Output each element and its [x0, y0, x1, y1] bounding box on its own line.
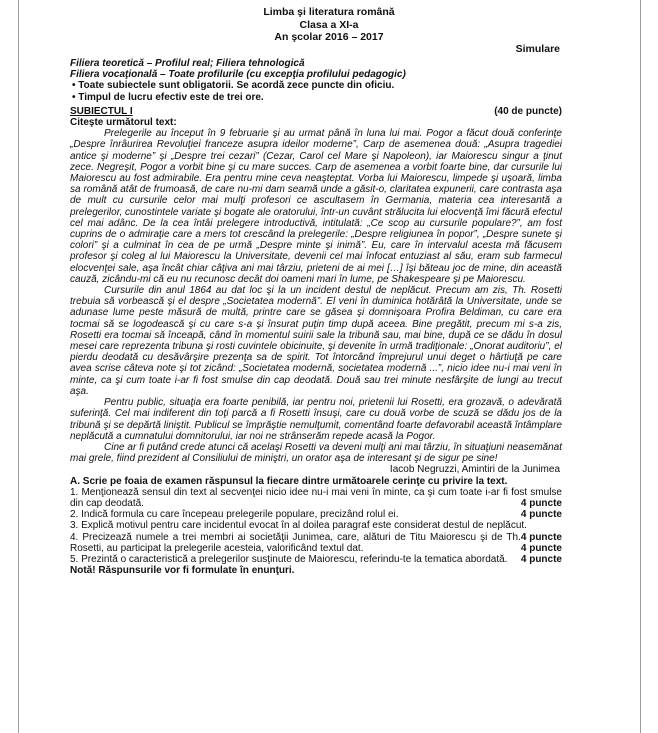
subject-title: SUBIECTUL I	[70, 105, 133, 117]
bullet-rule-2: • Timpul de lucru efectiv este de trei ore.	[72, 91, 264, 103]
question-item: 5. Prezintă o caracteristică a prelegerilor susţinute de Maiorescu, referindu-te la tematica abordată. 4 puncte	[70, 553, 562, 565]
class-label: Clasa a XI-a	[299, 18, 359, 31]
question-points: 4 puncte	[520, 531, 562, 543]
text-source: Iacob Negruzzi, Amintiri de la Junimea	[389, 464, 560, 476]
question-points: 4 puncte	[520, 497, 562, 509]
question-points: 4 puncte	[520, 553, 562, 565]
subject-title: Limba şi literatura română	[263, 6, 395, 18]
text-paragraph: Prelegerile au început în 9 februarie şi au urmat până în luna lui mai. Pogor a făcut două conferinţe „Despre înrâurirea Revoluţiei franceze asupra ideilor moderne”, Carp de asemenea două: „Asupra tragediei antice şi moderne” şi „Despre trei cezari” (Cezar, Carol cel Mare şi Napoleon), iar Maiorescu singur a ţinut zece. Negreşit, Pogor a vorbit bine şi cu mare succes. Carp de asemenea a vorbit foarte bine, dar cursurile lui Maiorescu au fost admirabile. Era pentru mine ceva neaşteptat. Vorba lui Maiorescu, limpede şi uşoară, limba sa română atât de frumoasă, de care nu-mi dam seamă unde a găsit-o, claritatea expunerii, care contrasta aşa de mult cu cursurile celor mai mulţi profesori ce ascultasem în Germania, materia cea interesantă a prelegerilor, cunostintele variate şi bogate ale oratorului, într-un cuvânt strălucita lui elocvenţă îmi făcură efectul cel mai adânc. De la cea întâi prelegere introductivă, intitulată: „Ce scop au cursurile populare?”, am fost cuprins de o admiraţie care a mers tot crescând la prelegerile: „Despre religiunea în popor”, „Despre sunete şi colori” şi a culminat în cea de pe urmă „Despre minte şi inimă”. Eu, care în intervalul acesta mă făcusem profesor şi coleg al lui Maiorescu la Universitate, devenii cel mai înfocat entuziast al său, eram sub farmecul elocvenţei sale, aşa încât chiar câţiva ani mai târziu, prieteni de ai mei […] îşi băteau joc de mine, din această cauză, zicându-mi că eu nu recunosc decât doi oameni mari în lume, pe Shakespeare şi pe Maiorescu.	[70, 128, 562, 285]
subject-points: (40 de puncte)	[494, 105, 562, 117]
school-year: An şcolar 2016 – 2017	[274, 31, 384, 43]
tasks-intro: A. Scrie pe foaia de examen răspunsul la fiecare dintre următoarele cerinţe cu privire la text.	[70, 475, 508, 487]
question-points: 4 puncte	[520, 542, 562, 554]
filiera-line-1: Filiera teoretică – Profilul real; Filiera tehnologică	[70, 58, 305, 69]
left-frame-line	[18, 0, 19, 733]
question-item: 1. Menţionează sensul din text al secvenţei nicio idee nu-i mai veni în minte, ca şi cum toate i-ar fi fost smulse din cap deodată. 4 puncte	[70, 486, 562, 509]
subject-heading	[70, 106, 562, 117]
reading-instruction: Citeşte următorul text:	[70, 117, 177, 129]
text-paragraph: Cine ar fi putând crede atunci că acelaşi Rosetti va deveni mulţi ani mai târziu, în situaţiuni neasemănat mai grele, fiind prezident al Consiliului de miniştri, un orator aşa de interesant şi de sigur pe sine!	[70, 441, 562, 465]
question-item: 2. Indică formula cu care începeau prelegerile populare, precizând rolul ei. 4 puncte	[70, 509, 562, 521]
question-item: 4. Precizează numele a trei membri ai societăţii Junimea, care, alături de Titu Maiorescu şi de Th. Rosetti, au participat la prelegerile acesteia, valorificând textul dat. 4 puncte	[70, 531, 562, 554]
questions-section	[70, 476, 562, 577]
question-item: 3. Explică motivul pentru care incidentul evocat în al doilea paragraf este considerat destul de neplăcut. 4 puncte	[70, 520, 562, 543]
simulare-label: Simulare	[515, 43, 560, 55]
document-header	[0, 6, 658, 44]
exam-content	[70, 58, 562, 576]
question-points: 4 puncte	[520, 509, 562, 521]
reading-text	[70, 128, 562, 475]
filiera-line-2: Filiera vocaţională – Toate profilurile (cu excepţia profilului pedagogic)	[70, 69, 406, 81]
right-frame-line	[640, 0, 641, 733]
text-paragraph: Pentru public, situaţia era foarte penibilă, iar pentru noi, prietenii lui Rosetti, era grozavă, o adevărată suferinţă. Cel mai indiferent din toţi parcă a fi Rosetti însuşi, care cu două vorbe de scuză se dădu jos de la tribună şi se depărtă liniştit. Publicul se împrăştie nemulţumit, comentând foarte defavorabil această întâmplare neplăcută a cumnatului domnitorului, iar noi ne strânserăm repede acasă la Pogor.	[70, 397, 562, 442]
text-paragraph: Cursurile din anul 1864 au dat loc şi la un incident destul de neplăcut. Precum am zis, Th. Rosetti trebuia să vorbească şi el despre „Societatea modernă”. El veni în duminica hotărâtă la Universitate, unde se adunase lume peste măsură de multă, printre care se găsea şi domnişoara Profira Beldiman, cu care era tocmai să se logodească şi cu care s-a şi însurat puţin timp după aceea. Bine pregătit, precum mi s-a zis, Rosetti era tocmai să înceapă, când în momentul suirii sale la tribună sau, mai bine, după ce se dădu în dosul mesei care reprezenta tribuna şi rosti cuvintele obicinuite, şi devenite în urmă tradiţionale: „Onorat auditoriu”, el pierdu deodată cu desăvârşire prezenţa sa de spirit. Tot întorcând împrejurul unui deget o hârtiuţă pe care avea scrise câteva note şi tot zicând: „Societatea modernă, societatea modernă ...”, nicio idee nu-i mai veni în minte, ca şi cum toate i-ar fi fost smulse din cap deodată. Două sau trei minute nesfârşite de lungi au trecut aşa.	[70, 285, 562, 397]
footer-note: Notă! Răspunsurile vor fi formulate în enunţuri.	[70, 565, 295, 577]
bullet-rule-1: • Toate subiectele sunt obligatorii. Se acordă zece puncte din oficiu.	[72, 80, 395, 92]
